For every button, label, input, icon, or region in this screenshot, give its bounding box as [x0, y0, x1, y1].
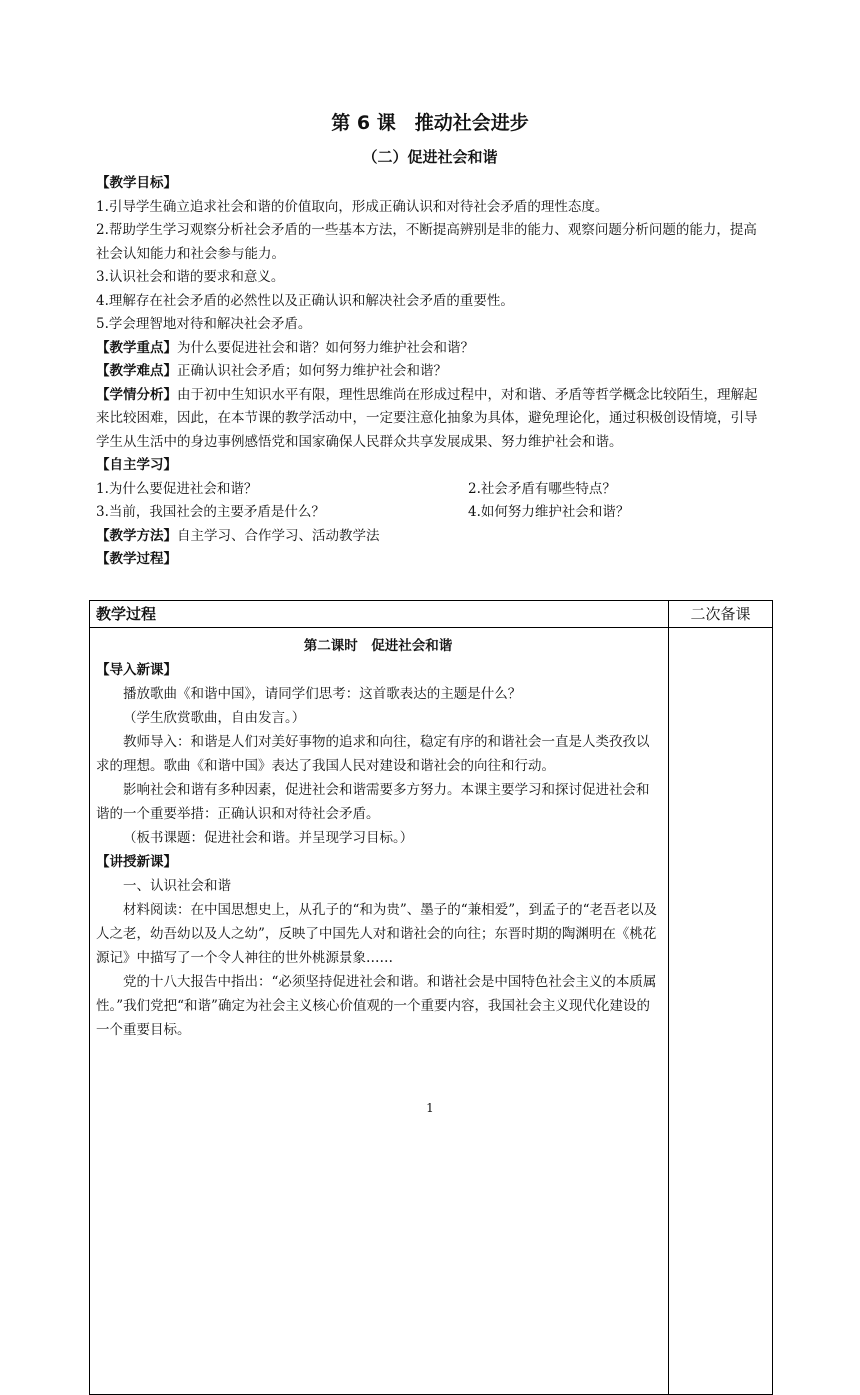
page-number: 1 — [426, 1101, 434, 1115]
analysis — [96, 384, 768, 455]
analysis-label: 【学情分析】 — [96, 386, 177, 403]
paragraph: 党的十八大报告中指出：“必须坚持促进社会和谐。和谐社会是中国特色社会主义的本质属性。”我们党把“和谐”确定为社会主义核心价值观的一个重要内容，我国社会主义现代化建设的一个重要目标。 — [96, 974, 657, 1038]
self-study-row — [96, 501, 768, 525]
paragraph: 播放歌曲《和谐中国》，请同学们思考：这首歌表达的主题是什么？ — [123, 686, 522, 702]
goal-item: 1.引导学生确立追求社会和谐的价值取向，形成正确认识和对待社会矛盾的理性态度。 — [96, 198, 609, 215]
goal-item: 5.学会理智地对待和解决社会矛盾。 — [96, 316, 312, 332]
methods — [96, 525, 768, 549]
self-study-row — [96, 478, 768, 502]
goals-heading: 【教学目标】 — [96, 175, 177, 191]
difficulties — [96, 360, 768, 384]
key-points-label: 【教学重点】 — [96, 339, 177, 356]
new-lesson-heading: 【讲授新课】 — [96, 854, 177, 870]
difficulties-label: 【教学难点】 — [96, 363, 177, 379]
process-content-cell — [90, 628, 669, 1395]
difficulties-text: 正确认识社会矛盾；如何努力维护社会和谐？ — [177, 363, 447, 379]
paragraph: （学生欣赏歌曲，自由发言。） — [123, 710, 306, 726]
self-study-heading: 【自主学习】 — [96, 457, 177, 473]
column-header-second-prep: 二次备课 — [669, 601, 773, 628]
self-study-question: 4.如何努力维护社会和谐？ — [468, 504, 630, 520]
methods-text: 自主学习、合作学习、活动教学法 — [177, 527, 380, 544]
table-header-row — [90, 601, 773, 628]
paragraph: （板书课题：促进社会和谐。并呈现学习目标。） — [123, 830, 414, 846]
analysis-text: 由于初中生知识水平有限，理性思维尚在形成过程中，对和谐、矛盾等哲学概念比较陌生，理解起来比较困难，因此，在本节课的教学活动中，一定要注意化抽象为具体，避免理论化，通过积极创设情境，引导学生从生活中的身边事例感悟党和国家确保人民群众共享发展成果、努力维护社会和谐。 — [96, 386, 758, 450]
paragraph: 材料阅读：在中国思想史上，从孔子的“和为贵”、墨子的“兼相爱”，到孟子的“老吾老以及人之老，幼吾幼以及人之幼”，反映了中国先人对和谐社会的向往；东晋时期的陶渊明在《桃花源记》中描写了一个令人神往的世外桃源景象…… — [96, 902, 658, 966]
lesson-intro — [96, 172, 768, 572]
self-study-question: 3.当前，我国社会的主要矛盾是什么？ — [96, 504, 325, 520]
lesson-title: 第 6 课 推动社会进步 — [331, 112, 529, 134]
lesson-subtitle: （二）促进社会和谐 — [362, 148, 498, 166]
goal-item: 2.帮助学生学习观察分析社会矛盾的一些基本方法，不断提高辨别是非的能力、观察问题分析问题的能力，提高社会认知能力和社会参与能力。 — [96, 222, 757, 262]
lesson-period-title: 第二课时 促进社会和谐 — [303, 638, 453, 654]
goal-item: 3.认识社会和谐的要求和意义。 — [96, 269, 285, 285]
teaching-process-table — [89, 600, 773, 1395]
paragraph: 影响社会和谐有多种因素，促进社会和谐需要多方努力。本课主要学习和探讨促进社会和谐的一个重要举措：正确认识和对待社会矛盾。 — [96, 782, 650, 822]
key-points — [96, 337, 768, 361]
self-study-question: 1.为什么要促进社会和谐？ — [96, 480, 258, 497]
second-prep-cell — [669, 628, 773, 1395]
paragraph: 一、认识社会和谐 — [123, 878, 231, 894]
goal-item: 4.理解存在社会矛盾的必然性以及正确认识和解决社会矛盾的重要性。 — [96, 292, 514, 309]
process-heading: 【教学过程】 — [96, 551, 177, 567]
table-row — [90, 628, 773, 1395]
paragraph: 教师导入：和谐是人们对美好事物的追求和向往，稳定有序的和谐社会一直是人类孜孜以求的理想。歌曲《和谐中国》表达了我国人民对建设和谐社会的向往和行动。 — [96, 734, 650, 774]
key-points-text: 为什么要促进社会和谐？如何努力维护社会和谐？ — [177, 339, 474, 356]
column-header-process: 教学过程 — [90, 601, 669, 628]
methods-label: 【教学方法】 — [96, 527, 177, 544]
self-study-question: 2.社会矛盾有哪些特点？ — [468, 480, 616, 497]
intro-heading: 【导入新课】 — [96, 662, 177, 678]
